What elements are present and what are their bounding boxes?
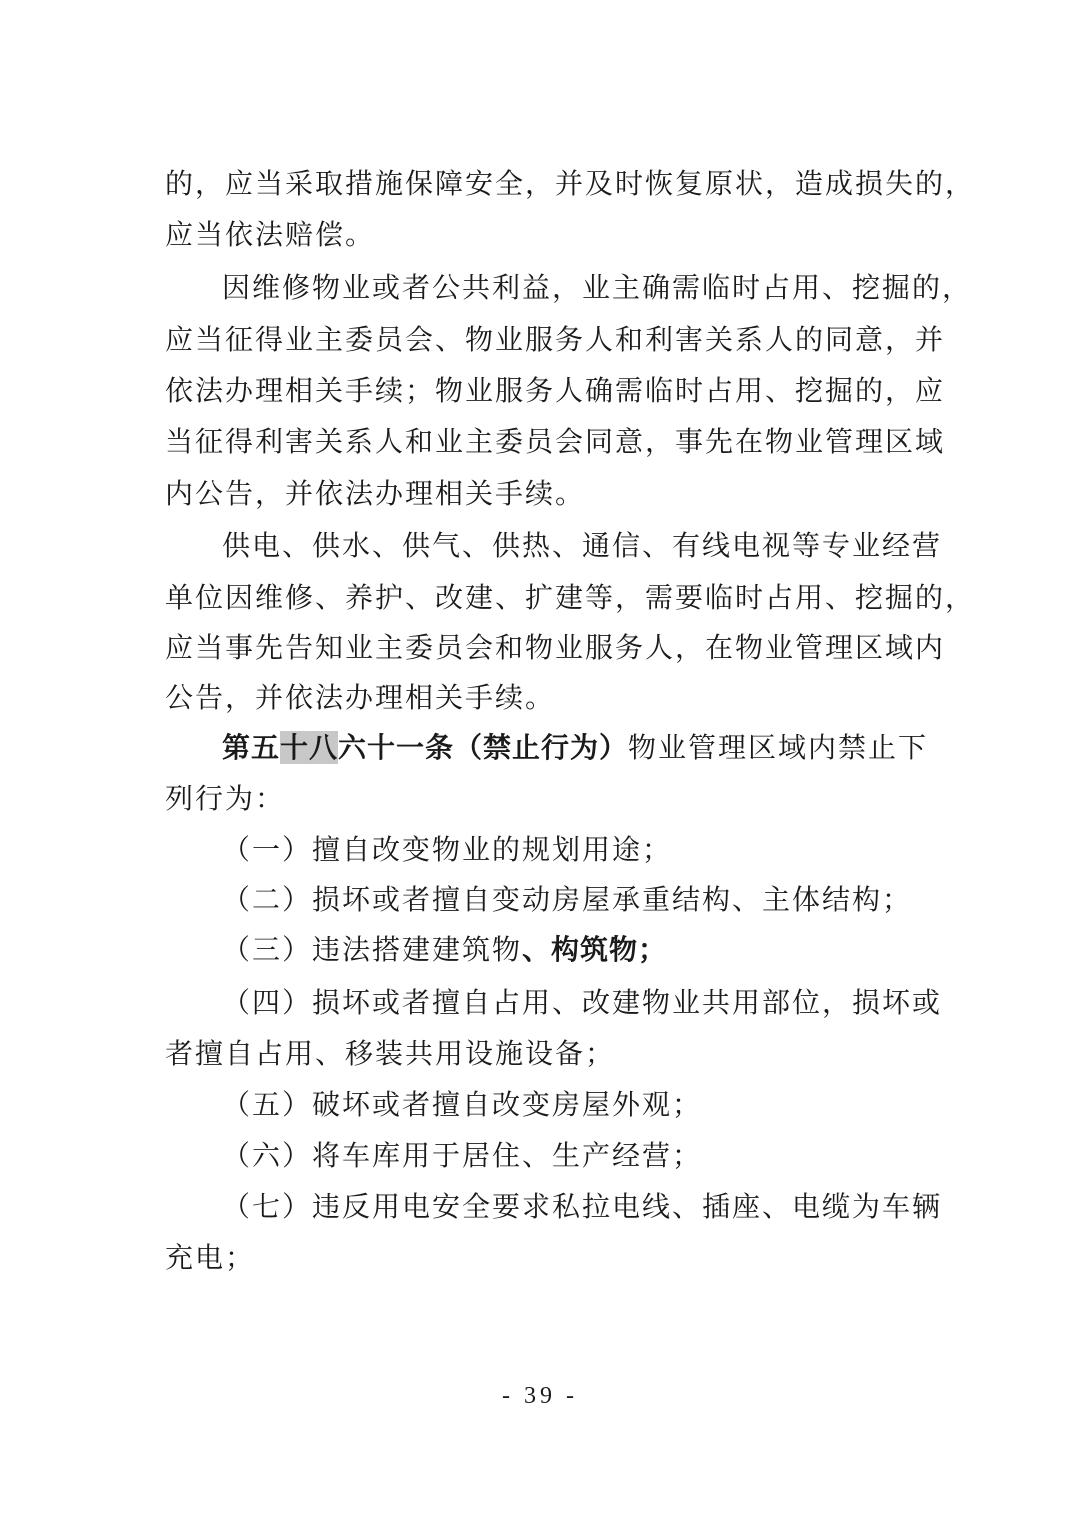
- list-item: （四）损坏或者擅自占用、改建物业共用部位，损坏或: [222, 986, 943, 1019]
- article-text: 物业管理区域内禁止下: [628, 731, 929, 764]
- text-line: 应当依法赔偿。: [165, 218, 376, 251]
- list-item: [222, 930, 922, 970]
- list-item-text: （三）违法搭建建筑物: [222, 933, 523, 966]
- list-item: （五）破坏或者擅自改变房屋外观；: [222, 1088, 703, 1121]
- paragraph-start: 供电、供水、供气、供热、通信、有线电视等专业经营: [222, 529, 943, 562]
- article-number-prefix: 第五: [222, 731, 281, 764]
- text-line: 依法办理相关手续；物业服务人确需临时占用、挖掘的，应: [165, 374, 946, 407]
- text-line: 应当事先告知业主委员会和物业服务人，在物业管理区域内: [165, 631, 946, 664]
- list-item: （一）擅自改变物业的规划用途；: [222, 833, 673, 866]
- article-number-title: 六十一条（禁止行为）: [338, 731, 629, 764]
- list-item: （七）违反用电安全要求私拉电线、插座、电缆为车辆: [222, 1190, 943, 1223]
- article-number-highlight: 十八: [280, 731, 339, 764]
- article-heading-line: [222, 728, 929, 768]
- text-line: 列行为：: [165, 782, 286, 815]
- list-item: （二）损坏或者擅自变动房屋承重结构、主体结构；: [222, 883, 913, 916]
- list-item-text-bold: 、构筑物；: [522, 933, 668, 966]
- list-item: （六）将车库用于居住、生产经营；: [222, 1139, 703, 1172]
- text-line: 者擅自占用、移装共用设施设备；: [165, 1037, 616, 1070]
- text-line: 当征得利害关系人和业主委员会同意，事先在物业管理区域: [165, 425, 946, 458]
- text-line: 充电；: [165, 1241, 256, 1274]
- text-line: 应当征得业主委员会、物业服务人和利害关系人的同意，并: [165, 323, 946, 356]
- page-number: - 39 -: [502, 1383, 578, 1409]
- paragraph-start: 因维修物业或者公共利益，业主确需临时占用、挖掘的，: [222, 271, 973, 304]
- text-line: 单位因维修、养护、改建、扩建等，需要临时占用、挖掘的，: [165, 581, 976, 614]
- text-line: 公告，并依法办理相关手续。: [165, 681, 556, 714]
- text-line: 的，应当采取措施保障安全，并及时恢复原状，造成损失的，: [165, 167, 976, 200]
- text-line: 内公告，并依法办理相关手续。: [165, 477, 586, 510]
